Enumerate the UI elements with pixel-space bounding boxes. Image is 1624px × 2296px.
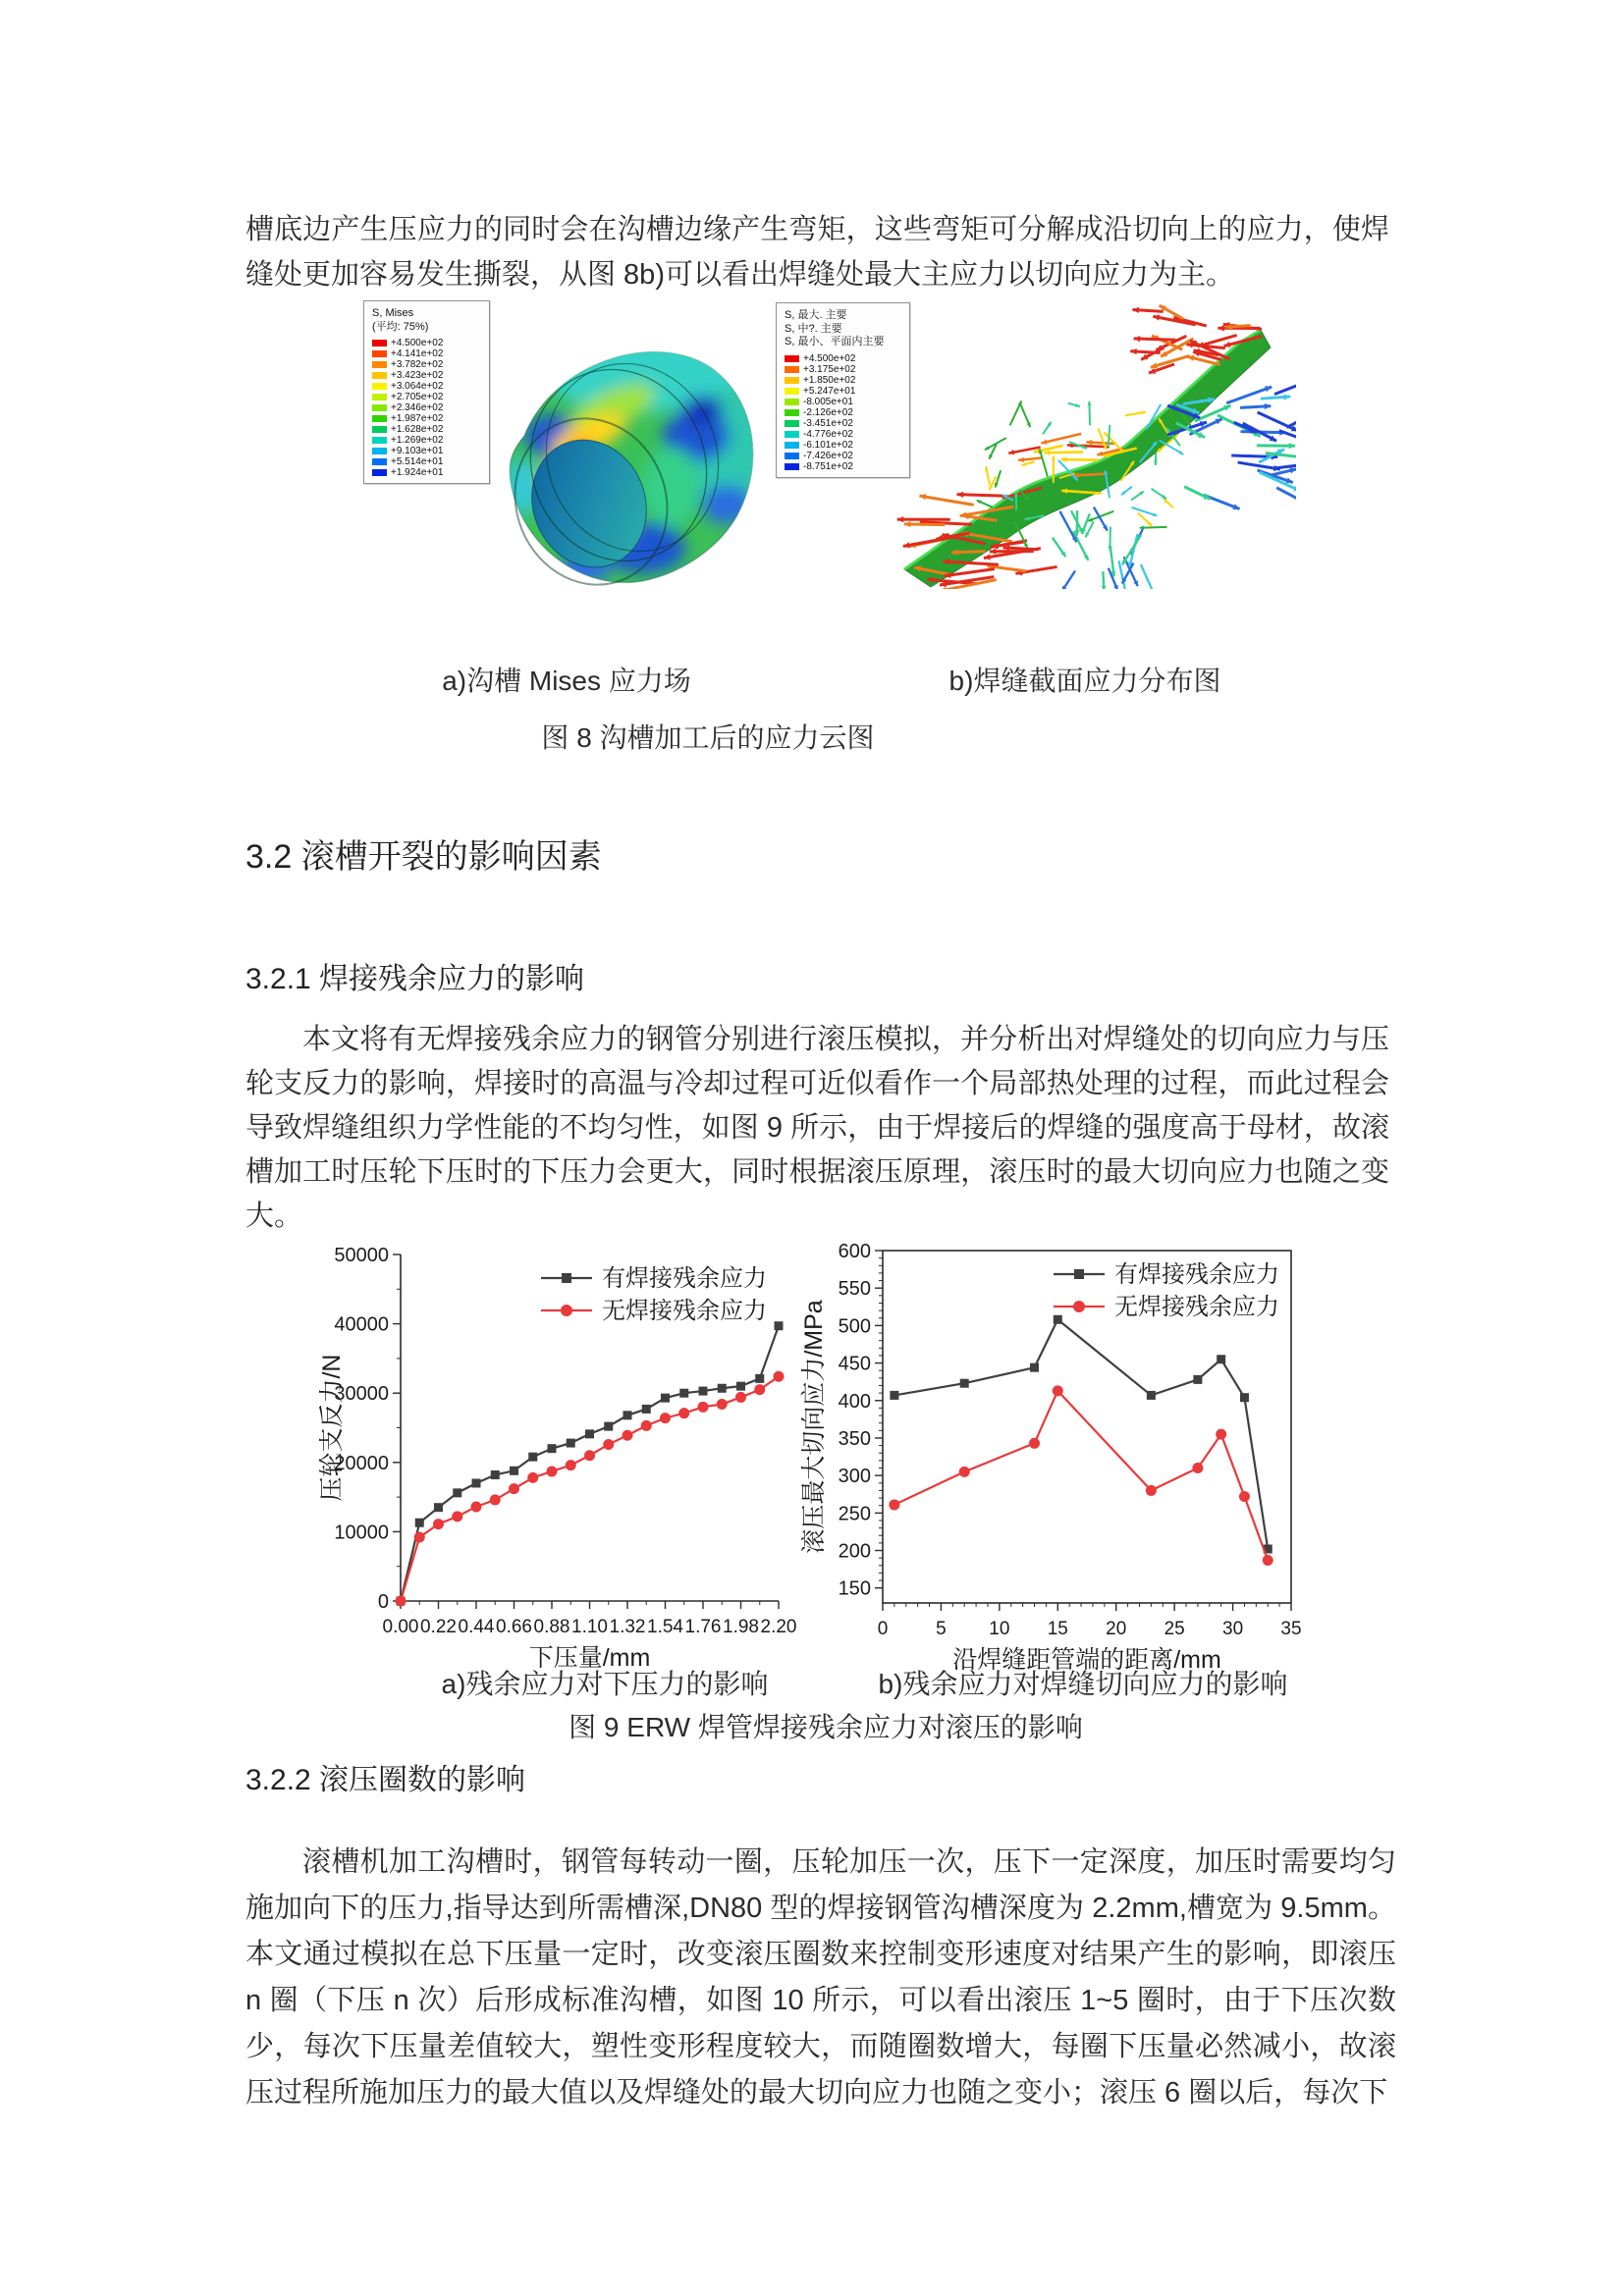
legend-color-chip	[785, 377, 799, 384]
legend-value: +2.346e+02	[391, 402, 444, 413]
legend-value: +1.269e+02	[391, 435, 444, 446]
y-tick-label: 150	[838, 1577, 871, 1600]
data-point	[1193, 1375, 1202, 1384]
data-point	[1147, 1391, 1156, 1400]
data-point	[959, 1467, 970, 1477]
data-point	[567, 1439, 575, 1448]
legend-entry	[372, 413, 484, 424]
data-point	[1029, 1438, 1040, 1449]
series-line	[894, 1391, 1268, 1561]
x-tick-label: 2.20	[760, 1617, 797, 1637]
data-point	[528, 1453, 537, 1462]
data-point	[1240, 1393, 1249, 1402]
legend-value: +5.247e+01	[803, 385, 856, 397]
data-point	[1217, 1355, 1225, 1363]
legend-entry	[372, 435, 484, 446]
legend-color-chip	[372, 469, 387, 476]
legend-entry	[372, 446, 484, 456]
fig8-caption-b: b)焊缝截面应力分布图	[948, 666, 1221, 696]
legend-color-chip	[785, 355, 799, 362]
legend-title: S, 最大. 主要	[785, 309, 847, 321]
legend-color-chip	[372, 448, 387, 454]
data-point	[585, 1429, 594, 1438]
data-point	[527, 1472, 538, 1483]
paragraph-rolling-passes: 滚槽机加工沟槽时，钢管每转动一圈，压轮加压一次，压下一定深度，加压时需要均匀施加向下的压力,指导达到所需槽深,DN80 型的焊接钢管沟槽深度为 2.2mm,槽宽为 9.5mm。本文通过模拟在总下压量一定时，改变滚压圈数来控制变形速度对结果产生的影响，即滚压 n 圈（下压 n 次）后形成标准沟槽，如图 10 所示，可以看出滚压 1~5 圈时，由于下压次数少，每次下压量差值较大，塑性变形程度较大，而随圈数增大，每圈下压量必然减小，故滚压过程所施加压力的最大值以及焊缝处的最大切向应力也随之变小；滚压 6 圈以后，每次下	[245, 1846, 1396, 2109]
y-tick-label: 30000	[334, 1383, 389, 1406]
legend-value: -8.005e+01	[803, 396, 853, 407]
section-heading-3-2-1: 3.2.1 焊接残余应力的影响	[245, 963, 585, 995]
legend-label: 有焊接残余应力	[1114, 1261, 1279, 1288]
data-point	[1216, 1429, 1226, 1440]
y-tick-label: 300	[838, 1466, 871, 1488]
legend-value: +4.141e+02	[391, 348, 444, 359]
legend-color-chip	[785, 388, 799, 395]
y-tick-label: 250	[838, 1503, 871, 1525]
data-point	[775, 1321, 784, 1330]
y-tick-label: 600	[838, 1241, 871, 1262]
figure9-charts	[245, 1235, 1384, 1672]
data-point	[603, 1439, 614, 1450]
data-point	[678, 1408, 689, 1418]
data-point	[1054, 1315, 1062, 1324]
legend-value: +4.500e+02	[803, 352, 856, 364]
legend-color-chip	[372, 426, 387, 433]
legend-value: +5.514e+01	[391, 456, 444, 467]
legend-value: +2.705e+02	[391, 392, 444, 402]
legend-title: S, Mises	[372, 307, 414, 319]
x-tick-label: 25	[1164, 1619, 1185, 1639]
data-point	[1146, 1485, 1157, 1496]
legend-color-chip	[785, 431, 799, 438]
x-tick-label: 1.10	[571, 1617, 608, 1637]
y-tick-label: 350	[838, 1427, 871, 1450]
legend-value: -6.101e+02	[803, 439, 853, 451]
legend-entry	[785, 397, 904, 407]
legend-color-chip	[785, 442, 799, 449]
legend-value: -8.751e+02	[803, 460, 853, 472]
data-point	[699, 1387, 708, 1396]
legend-label: 无焊接残余应力	[1114, 1294, 1279, 1320]
x-tick-label: 0.88	[533, 1617, 570, 1637]
data-point	[414, 1532, 425, 1543]
paragraph-residual-stress: 本文将有无焊接残余应力的钢管分别进行滚压模拟，并分析出对焊缝处的切向应力与压轮支反力的影响，焊接时的高温与冷却过程可近似看作一个局部热处理的过程，而此过程会导致焊缝组织力学性能的不均匀性，如图 9 所示，由于焊接后的焊缝的强度高于母材，故滚槽加工时压轮下压时的下压力会更大，同时根据滚压原理，滚压时的最大切向应力也随之变大。	[245, 1024, 1389, 1232]
legend-entry	[785, 375, 904, 386]
legend-label: 有焊接残余应力	[602, 1265, 767, 1292]
x-tick-label: 10	[989, 1619, 1010, 1639]
stress-vector-art	[890, 304, 1296, 589]
legend-color-chip	[372, 458, 387, 465]
chart-tangential-stress	[800, 1241, 1302, 1672]
y-tick-label: 550	[838, 1278, 871, 1301]
x-tick-label: 1.54	[647, 1617, 683, 1637]
section-heading-3-2-2: 3.2.2 滚压圈数的影响	[245, 1764, 526, 1796]
legend-entry	[372, 348, 484, 359]
fig8-caption: 图 8 沟槽加工后的应力云图	[541, 722, 875, 753]
data-point	[452, 1511, 462, 1522]
legend-color-chip	[785, 420, 799, 427]
legend-entry	[785, 418, 904, 429]
x-tick-label: 15	[1047, 1619, 1068, 1639]
legend-value: +1.628e+02	[391, 424, 444, 435]
legend-entry	[372, 402, 484, 413]
legend-value: -2.126e+02	[803, 406, 853, 418]
y-tick-label: 40000	[334, 1313, 389, 1336]
legend-color-chip	[785, 366, 799, 373]
fig9-caption: 图 9 ERW 焊管焊接残余应力对滚压的影响	[568, 1712, 1083, 1742]
legend-color-chip	[372, 350, 387, 357]
data-point	[471, 1501, 482, 1512]
data-point	[735, 1392, 746, 1403]
x-tick-label: 1.76	[684, 1617, 722, 1637]
fig9-caption-a: a)残余应力对下压力的影响	[441, 1669, 769, 1699]
legend-value: -3.451e+02	[803, 417, 853, 429]
data-point	[1030, 1363, 1039, 1372]
x-axis-title: 下压量/mm	[528, 1644, 651, 1672]
y-tick-label: 400	[838, 1390, 871, 1413]
x-tick-label: 1.98	[723, 1617, 759, 1637]
x-tick-label: 35	[1280, 1619, 1302, 1639]
legend-entry	[785, 407, 904, 418]
legend-entry	[372, 467, 484, 478]
data-point	[434, 1503, 443, 1512]
data-point	[604, 1422, 613, 1431]
y-tick-label: 450	[838, 1353, 871, 1375]
legend-value: +4.500e+02	[391, 338, 444, 348]
data-point	[509, 1483, 519, 1494]
legend-subtitle: (平均: 75%)	[372, 320, 429, 333]
data-point	[642, 1405, 651, 1414]
legend-value: +3.064e+02	[391, 381, 444, 392]
legend-entry	[372, 381, 484, 392]
data-point	[584, 1450, 595, 1461]
legend-value: +3.175e+02	[803, 363, 856, 375]
x-tick-label: 0.22	[420, 1617, 457, 1637]
y-tick-label: 500	[838, 1315, 871, 1338]
legend-entry	[372, 456, 484, 467]
legend-color-chip	[372, 372, 387, 379]
legend-value: +1.850e+02	[803, 374, 856, 386]
legend-entry	[785, 440, 904, 451]
data-point	[774, 1371, 785, 1382]
data-point	[755, 1374, 764, 1383]
legend-color-chip	[372, 404, 387, 411]
legend-entry	[785, 461, 904, 472]
y-axis-title: 滚压最大切向应力/MPa	[800, 1300, 828, 1554]
legend-value: -4.776e+02	[803, 428, 853, 440]
legend-value: +1.987e+02	[391, 413, 444, 424]
legend-value: +9.103e+01	[391, 446, 444, 456]
legend-value: +3.782e+02	[391, 359, 444, 370]
legend-entry	[785, 364, 904, 375]
x-tick-label: 30	[1222, 1619, 1244, 1639]
data-point	[718, 1384, 727, 1393]
legend-entry	[785, 386, 904, 397]
legend-entry	[372, 359, 484, 370]
legend-entry	[372, 424, 484, 435]
y-tick-label: 20000	[334, 1452, 389, 1474]
data-point	[661, 1394, 670, 1403]
figure8	[245, 293, 1384, 631]
section-heading-3-2: 3.2 滚槽开裂的影响因素	[245, 838, 602, 876]
x-tick-label: 20	[1106, 1619, 1127, 1639]
paragraph-intro: 槽底边产生压应力的同时会在沟槽边缘产生弯矩，这些弯矩可分解成沿切向上的应力，使焊缝处更加容易发生撕裂，从图 8b)可以看出焊缝处最大主应力以切向应力为主。	[245, 214, 1389, 291]
x-tick-label: 0.66	[496, 1617, 532, 1637]
data-point	[736, 1382, 745, 1391]
data-point	[623, 1430, 633, 1441]
legend-entry	[372, 370, 484, 381]
y-tick-label: 200	[838, 1540, 871, 1563]
x-tick-label: 0.00	[382, 1617, 419, 1637]
data-point	[960, 1379, 969, 1388]
data-point	[490, 1494, 501, 1505]
data-point	[889, 1499, 899, 1510]
legend-color-chip	[372, 415, 387, 422]
data-point	[698, 1402, 709, 1413]
series-line	[401, 1326, 779, 1601]
legend-title: S, 最小、平面内主要	[785, 336, 885, 347]
legend-entry	[785, 451, 904, 461]
data-point	[396, 1596, 406, 1607]
legend-color-chip	[372, 437, 387, 444]
data-point	[433, 1519, 444, 1529]
data-point	[510, 1467, 518, 1475]
fig8a-contour-legend	[363, 300, 490, 484]
y-tick-label: 10000	[334, 1522, 389, 1544]
legend-value: +3.423e+02	[391, 370, 444, 381]
data-point	[1053, 1385, 1063, 1396]
legend-color-chip	[372, 340, 387, 347]
data-point	[1263, 1555, 1273, 1566]
data-point	[566, 1460, 576, 1470]
y-axis-title: 压轮支反力/N	[318, 1354, 346, 1502]
legend-entry	[372, 392, 484, 402]
chart-reaction-force	[318, 1245, 796, 1672]
fig9-caption-b: b)残余应力对焊缝切向应力的影响	[878, 1669, 1288, 1699]
legend-color-chip	[785, 409, 799, 416]
data-point	[453, 1488, 461, 1497]
data-point	[890, 1391, 898, 1400]
legend-entry	[785, 429, 904, 440]
x-tick-label: 5	[936, 1619, 947, 1639]
data-point	[548, 1444, 557, 1453]
y-tick-label: 50000	[334, 1245, 389, 1266]
y-tick-label: 0	[377, 1591, 389, 1613]
data-point	[623, 1411, 632, 1419]
data-point	[660, 1413, 671, 1423]
data-point	[1192, 1463, 1203, 1473]
data-point	[754, 1384, 765, 1395]
legend-color-chip	[372, 361, 387, 368]
data-point	[415, 1519, 424, 1527]
legend-value: -7.426e+02	[803, 450, 853, 461]
legend-color-chip	[372, 383, 387, 390]
x-tick-label: 0	[877, 1619, 889, 1639]
legend-entry	[785, 353, 904, 364]
data-point	[491, 1470, 500, 1479]
legend-entry	[372, 338, 484, 348]
x-tick-label: 0.44	[458, 1617, 495, 1637]
data-point	[547, 1466, 558, 1476]
legend-title: S, 中?. 主要	[785, 322, 842, 335]
legend-value: +1.924e+01	[391, 467, 444, 478]
mises-contour-art	[495, 320, 770, 610]
fig8-caption-a: a)沟槽 Mises 应力场	[442, 666, 691, 696]
legend-color-chip	[372, 394, 387, 400]
x-tick-label: 1.32	[609, 1617, 646, 1637]
data-point	[641, 1420, 652, 1431]
legend-color-chip	[785, 463, 799, 470]
data-point	[1239, 1491, 1250, 1502]
data-point	[679, 1389, 688, 1398]
legend-color-chip	[785, 399, 799, 405]
series-line	[894, 1319, 1268, 1549]
data-point	[717, 1399, 728, 1410]
legend-color-chip	[785, 453, 799, 459]
legend-label: 无焊接残余应力	[602, 1298, 767, 1324]
x-axis-title: 沿焊缝距管端的距离/mm	[952, 1646, 1221, 1672]
data-point	[472, 1478, 481, 1487]
